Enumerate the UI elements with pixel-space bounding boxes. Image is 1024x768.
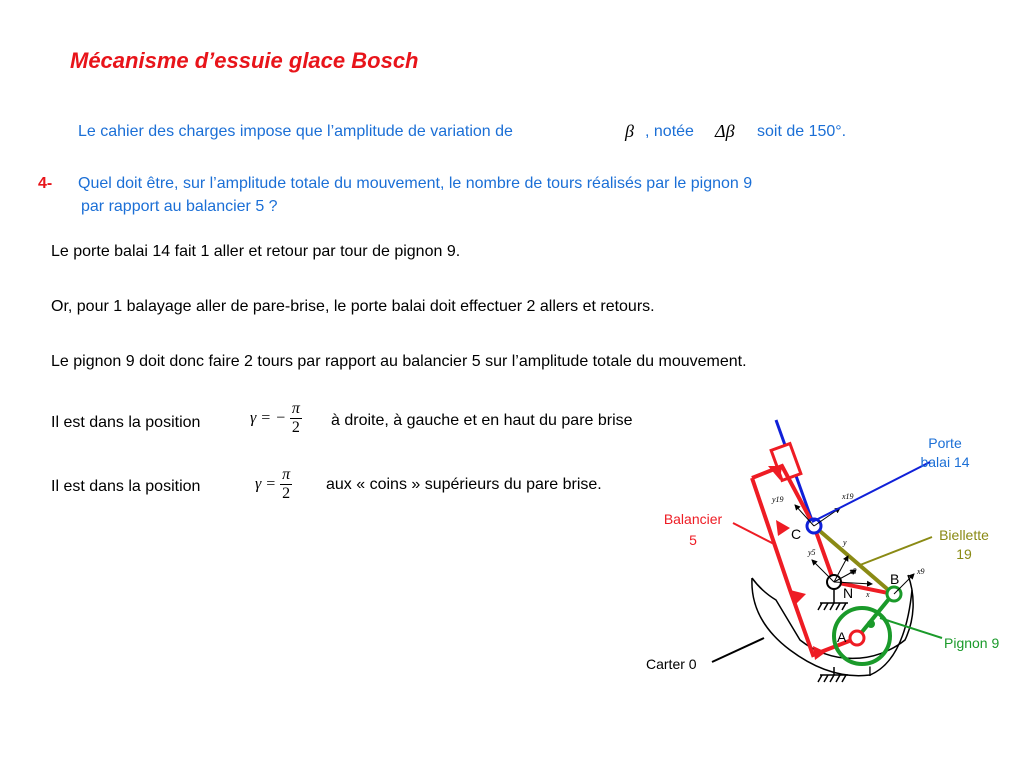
point-a-label: A (837, 629, 847, 645)
answer-line-2: Or, pour 1 balayage aller de pare-brise, le porte balai doit effectuer 2 allers et retours. (51, 298, 655, 315)
vector-x19: x19 (842, 492, 854, 501)
question-line-1: Quel doit être, sur l’amplitude totale du mouvement, le nombre de tours réalisés par le pignon 9 (78, 175, 753, 192)
label-porte-line2: balai 14 (920, 454, 970, 470)
position-1-lhs: γ = − (250, 409, 286, 427)
intro-text-1: Le cahier des charges impose que l’amplitude de variation de (78, 123, 513, 140)
position-2-label: Il est dans la position (51, 478, 201, 495)
delta-beta-symbol: Δβ (715, 121, 735, 141)
intro-text-2: , notée (645, 123, 694, 140)
leader-biellette (860, 537, 932, 565)
label-balancier-line1: Balancier (663, 511, 723, 527)
label-balancier-line2: 5 (689, 532, 697, 548)
label-biellette-line1: Biellette (939, 527, 989, 543)
balancier-mark-4 (813, 646, 826, 660)
balancier-mark-1 (768, 466, 782, 480)
pignon-dot (867, 620, 875, 628)
position-2-denominator: 2 (282, 485, 291, 502)
question-number: 4- (38, 175, 53, 192)
position-1-label: Il est dans la position (51, 414, 201, 431)
label-biellette-line2: 19 (956, 546, 972, 562)
position-1-text: à droite, à gauche et en haut du pare brise (331, 412, 633, 429)
vector-x: x (866, 590, 870, 599)
position-2-numerator: π (282, 466, 291, 483)
intro-text-3: soit de 150°. (757, 123, 847, 140)
position-1-numerator: π (291, 400, 300, 417)
label-porte-line1: Porte (928, 435, 962, 451)
position-2-text: aux « coins » supérieurs du pare brise. (326, 476, 602, 493)
vector-x9: x9 (917, 567, 925, 576)
point-i-label: I (868, 663, 872, 679)
position-2-lhs: γ = (255, 475, 277, 493)
point-n-label: N (843, 585, 854, 601)
leader-porte-balai (812, 462, 930, 522)
leader-carter (712, 638, 764, 662)
beta-symbol: β (625, 121, 634, 141)
question-line-2: par rapport au balancier 5 ? (81, 198, 278, 215)
vector-y19: y19 (772, 495, 784, 504)
position-1-denominator: 2 (291, 419, 300, 436)
page-title: Mécanisme d’essuie glace Bosch (70, 48, 419, 73)
point-c-label: C (791, 526, 802, 542)
answer-line-1: Le porte balai 14 fait 1 aller et retour par tour de pignon 9. (51, 243, 461, 260)
joint-a (850, 631, 864, 645)
point-b-label: B (890, 571, 900, 587)
vector-x5: x5 (849, 567, 857, 576)
label-carter: Carter 0 (646, 656, 697, 672)
vector-y5: y5 (808, 548, 816, 557)
balancier-mark-2 (776, 520, 790, 536)
answer-line-3: Le pignon 9 doit donc faire 2 tours par rapport au balancier 5 sur l’amplitude totale du mouvement. (51, 353, 747, 370)
label-pignon: Pignon 9 (944, 635, 1000, 651)
vector-y: y (843, 538, 847, 547)
